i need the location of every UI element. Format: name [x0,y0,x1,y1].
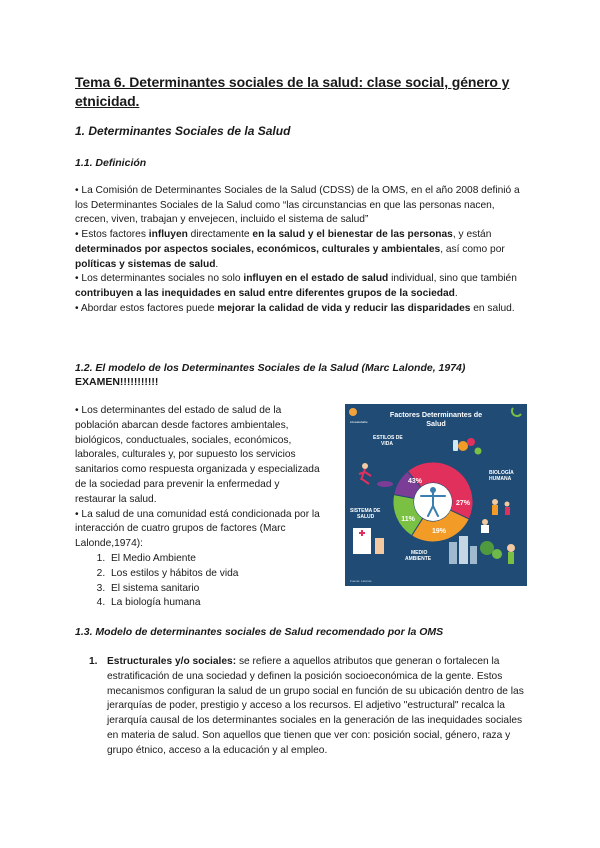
lalonde-bullet-2: • La salud de una comunidad está condicionada por la interacción de cuatro grupos de factores (Marc Lalonde,1974): [75,508,320,550]
exam-note: EXAMEN!!!!!!!!!!! [75,376,159,388]
document-title: Tema 6. Determinantes sociales de la salud: clase social, género y etnicidad. [75,74,510,109]
section-1-1-heading: 1.1. Definición [75,157,147,169]
logo-icon [349,408,357,416]
section-1-3-heading: 1.3. Modelo de determinantes sociales de Salud recomendado por la OMS [75,626,444,638]
lalonde-bullet-1: • Los determinantes del estado de salud de la población abarcan desde factores ambientales, biológicos, conductuales, sociales, económicos, laborales, culturales y, por supuesto los servicios sanitarios como respuesta organizada y especializada de la sociedad para prevenir la enfermedad y restaurar la salud. [75,405,320,505]
pct-biologia: 27% [455,500,471,507]
label-estilos-de-vida: ESTILOS DE VIDA [373,435,403,447]
section-1-2-heading: 1.2. El modelo de los Determinantes Sociales de la Salud (Marc Lalonde, 1974) EXAMEN!!!!!!!!!!! [75,362,466,388]
label-biologia-humana: BIOLOGÍA HUMANA [489,470,514,482]
definition-bullet-2: • Estos factores influyen directamente en la salud y el bienestar de las personas, y están determinados por aspectos sociales, económicos, culturales y ambientales, así como por políticas y sistemas de salud. [75,229,505,270]
pct-estilos: 43% [407,478,423,485]
definition-bullet-4: • Abordar estos factores puede mejorar la calidad de vida y reducir las disparidades en salud. [75,302,515,314]
lalonde-paragraph [75,404,320,611]
list-item: 2. Los estilos y hábitos de vida [108,567,320,582]
svg-text:Fuente: Lalonde: Fuente: Lalonde [350,579,372,583]
donut-chart [393,462,473,542]
list-number: 1. [89,656,98,667]
pct-sistema: 11% [401,516,415,523]
definition-paragraph [75,184,527,316]
definition-bullet-1: • La Comisión de Determinantes Sociales de la Salud (CDSS) de la OMS, en el año 2008 definió a los Determinantes Sociales de la Salud como “las circunstancias en que las personas nacen, crecen, viven, trabajan y envejecen, incluido el sistema de salud” [75,185,520,226]
determinants-infographic [345,404,527,586]
list-item: 3. El sistema sanitario [108,582,320,597]
definition-bullet-3: • Los determinantes sociales no solo influyen en el estado de salud individual, sino que también contribuyen a las inequidades en salud entre diferentes grupos de la sociedad. [75,273,517,299]
section-1-heading: 1. Determinantes Sociales de la Salud [75,124,291,138]
pct-medio: 19% [431,528,447,535]
infographic-title-line-1: Factores Determinantes de [389,410,483,419]
label-medio-ambiente: MEDIO AMBIENTE [405,550,432,562]
infographic-title-line-2: Salud [426,419,446,428]
label-sistema-de-salud: SISTEMA DE SALUD [350,508,381,520]
list-item: 1. El Medio Ambiente [108,552,320,567]
list-item: 4. La biología humana [108,596,320,611]
list-item: Estructurales y/o sociales: se refiere a aquellos atributos que generan o fortalecen la estratificación de una sociedad y definen la posición socioeconómica de la gente. Estos mecanismos configuran la salud de un grupo social en función de su ubicación dentro de las jerarquías de poder, prestigio y acceso a los recursos. El adjetivo "estructural" recalca la jerarquía causal de los determinantes sociales en la generación de las inequidades sociales en materia de salud. Son aquellos que tienen que ver con: posición social, género, raza y grupo étnico, acceso a la educación y al empleo. [107,656,524,756]
oms-determinants-list [89,655,525,759]
svg-text:infosaludable: infosaludable [350,420,368,424]
factor-list [75,552,320,611]
